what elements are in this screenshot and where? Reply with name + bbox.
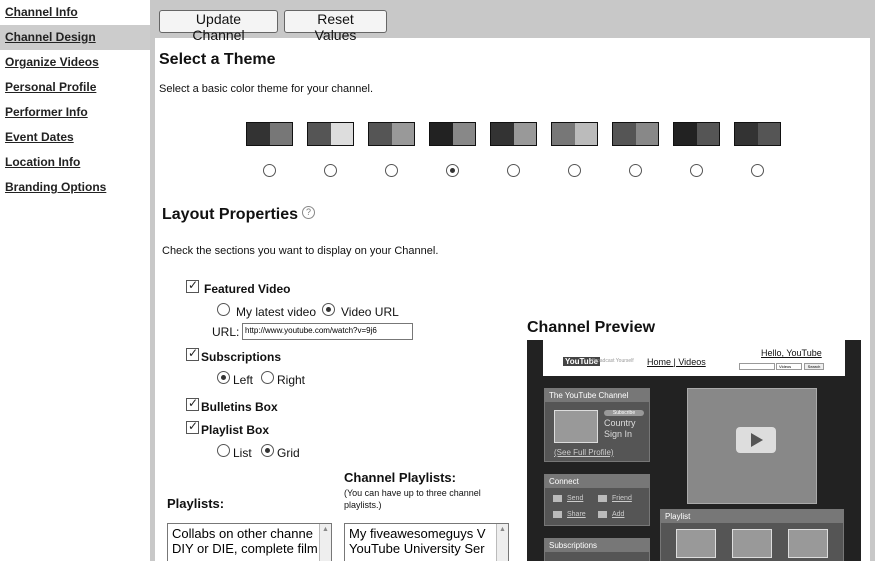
add-icon bbox=[598, 511, 607, 518]
playlists-scrollbar[interactable] bbox=[319, 524, 331, 561]
preview-sign-in: Sign In bbox=[604, 429, 633, 439]
playlist-item[interactable]: DIY or DIE, complete film bbox=[172, 541, 318, 556]
playlist-box-checkbox[interactable] bbox=[186, 421, 199, 434]
theme-swatch[interactable] bbox=[368, 122, 415, 146]
subscriptions-right-radio[interactable] bbox=[261, 371, 274, 384]
theme-swatch[interactable] bbox=[429, 122, 476, 146]
sidebar-item-organize-videos[interactable]: Organize Videos bbox=[5, 55, 99, 69]
layout-title: Layout Properties bbox=[162, 206, 299, 223]
latest-video-radio[interactable] bbox=[217, 303, 230, 316]
theme-swatch[interactable] bbox=[673, 122, 720, 146]
preview-playlist-thumb bbox=[676, 529, 716, 558]
sidebar-item-location-info[interactable]: Location Info bbox=[5, 155, 81, 169]
preview-playlist-title: Playlist bbox=[661, 510, 843, 523]
subscriptions-checkbox[interactable] bbox=[186, 348, 199, 361]
theme-radio[interactable] bbox=[751, 164, 764, 177]
share-icon bbox=[553, 511, 562, 518]
channel-playlists-scrollbar[interactable] bbox=[496, 524, 508, 561]
sidebar bbox=[0, 0, 150, 561]
preview-playlist-box bbox=[660, 509, 844, 561]
channel-playlists-note: (You can have up to three channel playlists.) bbox=[344, 488, 481, 510]
theme-radio[interactable] bbox=[324, 164, 337, 177]
playlist-grid-radio[interactable] bbox=[261, 444, 274, 457]
theme-radio[interactable] bbox=[385, 164, 398, 177]
logo-tagline: Broadcast Yourself bbox=[592, 358, 634, 364]
bulletins-label: Bulletins Box bbox=[201, 400, 278, 414]
youtube-logo: YouTube bbox=[565, 357, 599, 366]
main-border-right bbox=[870, 38, 875, 561]
preview-subscribe-button: Subscribe bbox=[604, 410, 644, 416]
preview-playlist-thumb bbox=[788, 529, 828, 558]
sidebar-item-performer-info[interactable]: Performer Info bbox=[5, 105, 88, 119]
help-icon[interactable]: ? bbox=[302, 206, 315, 219]
latest-video-label: My latest video bbox=[236, 305, 317, 319]
playlist-list-label: List bbox=[233, 446, 252, 460]
bulletins-checkbox[interactable] bbox=[186, 398, 199, 411]
preview-country: Country bbox=[604, 418, 636, 428]
featured-video-checkbox[interactable] bbox=[186, 280, 199, 293]
subscriptions-label: Subscriptions bbox=[201, 350, 282, 364]
theme-radio[interactable] bbox=[446, 164, 459, 177]
theme-radio[interactable] bbox=[568, 164, 581, 177]
preview-share-link: Share bbox=[567, 511, 586, 518]
playlist-list-radio[interactable] bbox=[217, 444, 230, 457]
channel-playlist-item[interactable]: YouTube University Ser bbox=[349, 541, 485, 556]
preview-see-profile: (See Full Profile) bbox=[554, 448, 614, 457]
sidebar-item-channel-design[interactable]: Channel Design bbox=[0, 25, 150, 50]
theme-radio[interactable] bbox=[263, 164, 276, 177]
preview-connect-box bbox=[544, 474, 650, 526]
subscriptions-left-label: Left bbox=[233, 373, 254, 387]
preview-channel-avatar bbox=[554, 410, 598, 443]
theme-radio[interactable] bbox=[507, 164, 520, 177]
preview-playlist-thumb bbox=[732, 529, 772, 558]
sidebar-item-event-dates[interactable]: Event Dates bbox=[5, 130, 74, 144]
subscriptions-left-radio[interactable] bbox=[217, 371, 230, 384]
theme-description: Select a basic color theme for your channel. bbox=[159, 83, 374, 95]
preview-video-player bbox=[687, 388, 817, 504]
preview-friend-link: Friend bbox=[612, 495, 632, 502]
theme-swatch[interactable] bbox=[490, 122, 537, 146]
preview-connect-title: Connect bbox=[545, 475, 649, 488]
playlist-item[interactable]: Collabs on other channe bbox=[172, 526, 313, 541]
preview-hello: Hello, YouTube bbox=[761, 348, 822, 358]
sidebar-item-branding-options[interactable]: Branding Options bbox=[5, 180, 107, 194]
preview-channel-box bbox=[544, 388, 650, 462]
preview-nav: Home | Videos bbox=[647, 357, 706, 367]
preview-header bbox=[543, 340, 845, 376]
playlist-box-label: Playlist Box bbox=[201, 423, 270, 437]
toolbar bbox=[150, 0, 875, 43]
friend-icon bbox=[598, 495, 607, 502]
url-label: URL: bbox=[212, 325, 240, 339]
preview-search-button: Search bbox=[804, 363, 824, 370]
theme-swatch[interactable] bbox=[734, 122, 781, 146]
video-url-label: Video URL bbox=[341, 305, 399, 319]
theme-title: Select a Theme bbox=[159, 51, 276, 68]
main-border-left bbox=[150, 38, 155, 561]
preview-subscriptions-box bbox=[544, 538, 650, 561]
mail-icon bbox=[553, 495, 562, 502]
theme-radio[interactable] bbox=[629, 164, 642, 177]
playlist-grid-label: Grid bbox=[277, 446, 300, 460]
theme-swatch[interactable] bbox=[307, 122, 354, 146]
sidebar-item-channel-info[interactable]: Channel Info bbox=[5, 5, 78, 19]
layout-description: Check the sections you want to display on your Channel. bbox=[162, 245, 439, 257]
theme-swatch[interactable] bbox=[612, 122, 659, 146]
video-url-input[interactable]: http://www.youtube.com/watch?v=9j6 bbox=[242, 323, 413, 340]
channel-playlists-listbox[interactable] bbox=[344, 523, 509, 561]
preview-subscriptions-title: Subscriptions bbox=[545, 539, 649, 552]
playlists-listbox[interactable] bbox=[167, 523, 332, 561]
preview-title: Channel Preview bbox=[527, 319, 656, 336]
preview-add-link: Add bbox=[612, 511, 625, 518]
theme-radio[interactable] bbox=[690, 164, 703, 177]
play-icon bbox=[736, 427, 776, 453]
preview-channel-box-title: The YouTube Channel bbox=[545, 389, 649, 402]
reset-values-button[interactable]: Reset Values bbox=[284, 10, 387, 33]
featured-video-label: Featured Video bbox=[204, 282, 291, 296]
theme-swatch[interactable] bbox=[246, 122, 293, 146]
channel-preview bbox=[527, 340, 861, 561]
playlists-label: Playlists: bbox=[167, 496, 225, 511]
channel-playlist-item[interactable]: My fiveawesomeguys V bbox=[349, 526, 486, 541]
channel-playlists-label: Channel Playlists: bbox=[344, 470, 456, 485]
update-channel-button[interactable]: Update Channel bbox=[159, 10, 278, 33]
sidebar-item-personal-profile[interactable]: Personal Profile bbox=[5, 80, 97, 94]
subscriptions-right-label: Right bbox=[277, 373, 306, 387]
preview-send-link: Send bbox=[567, 495, 584, 502]
preview-search-input bbox=[739, 363, 775, 370]
video-url-radio[interactable] bbox=[322, 303, 335, 316]
theme-swatch[interactable] bbox=[551, 122, 598, 146]
preview-search-select: Videos bbox=[776, 363, 802, 370]
